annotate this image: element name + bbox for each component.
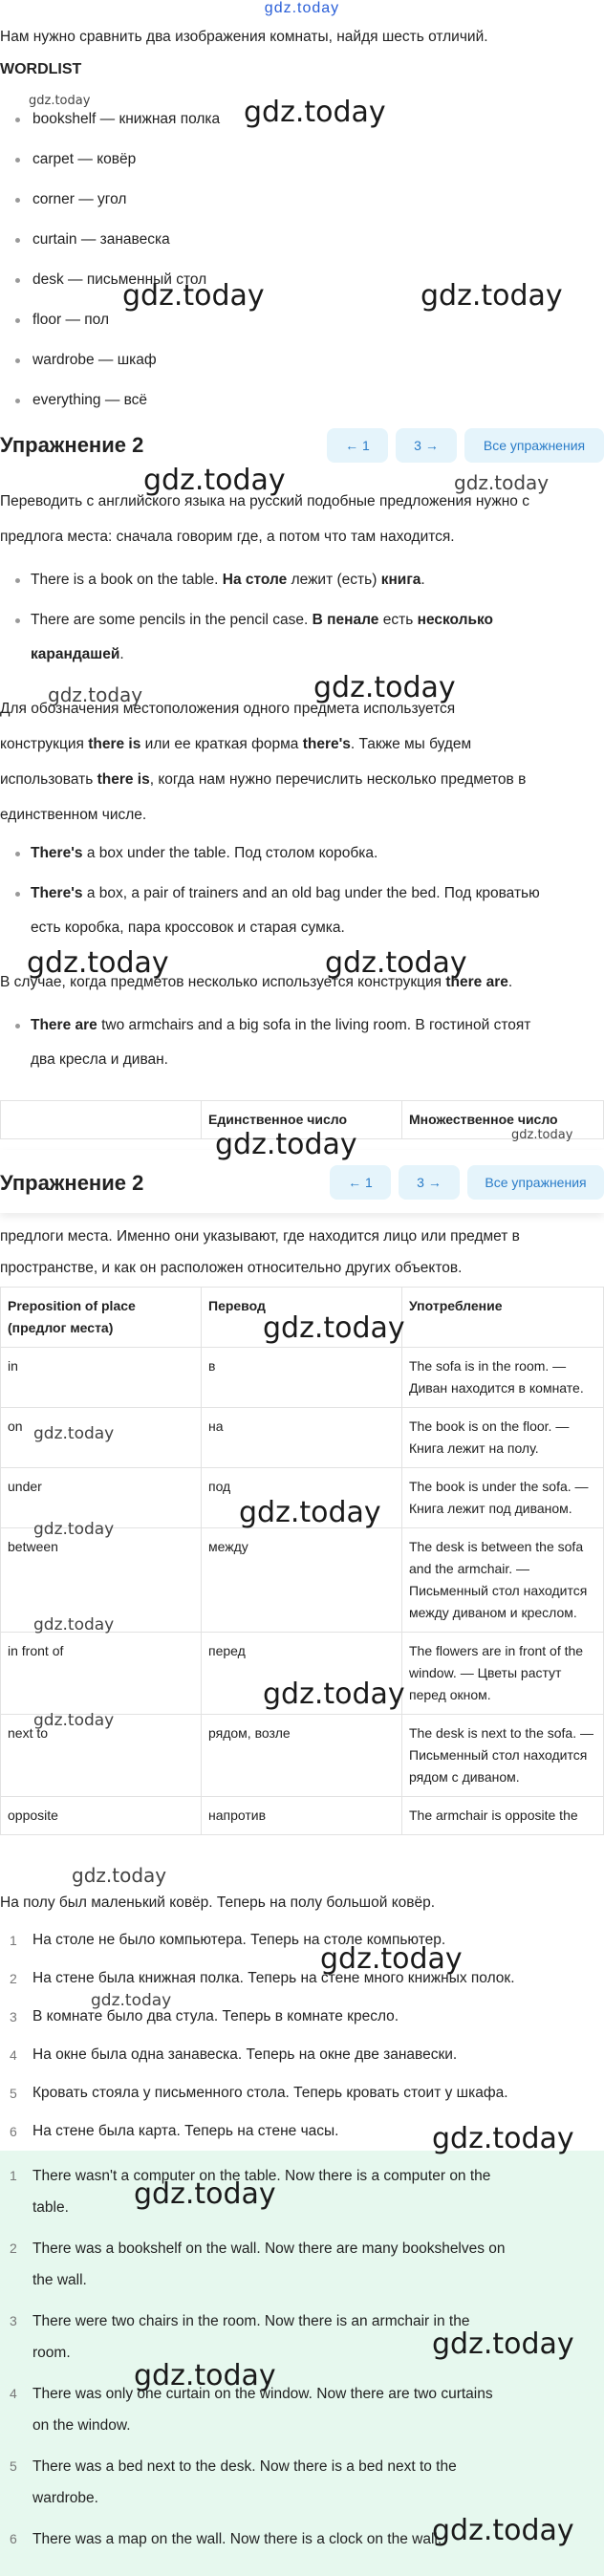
item-text: wardrobe. [32, 2490, 98, 2506]
table-header: Preposition of place (предлог места) [1, 1288, 202, 1348]
item-text: There was a bed next to the desk. Now there is a bed next to the [32, 2458, 457, 2475]
item-text: На стене была карта. Теперь на стене часы. [32, 2123, 339, 2139]
watermark: gdz.today [122, 279, 265, 313]
watermark: gdz.today [33, 1711, 115, 1730]
item-text: There was only one curtain on the window. Now there are two curtains [32, 2386, 493, 2402]
table-cell [1, 1101, 202, 1139]
table-header: Единственное число [202, 1101, 402, 1139]
table-cell: under [1, 1468, 202, 1528]
watermark: gdz.today [320, 1942, 463, 1976]
watermark: gdz.today [454, 471, 550, 494]
watermark: gdz.today [432, 2122, 574, 2155]
example-item: There is a book on the table. На столе лежит (есть) книга. [11, 563, 593, 597]
item-text: room. [32, 2345, 71, 2361]
item-text: На стене была книжная полка. Теперь на стене много книжных полок. [32, 1970, 515, 1986]
item-text: There wasn't a computer on the table. Now there is a computer on the [32, 2168, 491, 2184]
example-list [11, 1008, 593, 1077]
item-number: 2 [10, 2240, 17, 2256]
table-cell: в [202, 1348, 402, 1408]
watermark: gdz.today [244, 96, 386, 129]
item-number: 3 [10, 2009, 17, 2024]
item-number: 1 [10, 2168, 17, 2183]
watermark: gdz.today [263, 1678, 405, 1711]
list-item [0, 2378, 604, 2451]
table-cell: The book is on the floor. — Книга лежит на полу. [402, 1408, 604, 1468]
watermark: gdz.today [33, 1615, 115, 1634]
item-text: На столе не было компьютера. Теперь на столе компьютер. [32, 1932, 446, 1948]
example-item: There's a box, a pair of trainers and an old bag under the bed. Под кроватью есть коробка, пара кроссовок и старая сумка. [11, 877, 593, 945]
list-item [0, 2451, 604, 2523]
watermark: gdz.today [91, 1991, 172, 2010]
prepositions-table [0, 1287, 604, 1835]
item-number: 5 [10, 2086, 17, 2101]
table-cell: на [202, 1408, 402, 1468]
explain-paragraph: Для обозначения местоположения одного предмета используется конструкция there is или ее краткая форма there's. Также мы будем использовать there is, когда нам нужно перечислить несколько предметов в единственном числе. [0, 701, 527, 823]
prev-exercise-button[interactable]: ← 1 [330, 1165, 391, 1200]
table-header: Множественное число [402, 1101, 604, 1139]
watermark: gdz.today [421, 279, 563, 313]
task-intro: На полу был маленький ковёр. Теперь на полу большой ковёр. [0, 1894, 436, 1911]
item-number: 4 [10, 2047, 17, 2063]
all-exercises-button[interactable]: Все упражнения [464, 428, 604, 463]
item-number: 5 [10, 2458, 17, 2474]
item-text: На окне была одна занавеска. Теперь на окне две занавески. [32, 2046, 458, 2063]
item-number: 6 [10, 2531, 17, 2546]
wordlist-item: corner — угол [11, 180, 220, 220]
watermark: gdz.today [325, 946, 467, 980]
list-item [0, 2160, 604, 2233]
table-cell: напротив [202, 1797, 402, 1835]
wordlist-item: desk — письменный стол [11, 260, 220, 300]
prev-exercise-button[interactable]: ← 1 [327, 428, 388, 463]
item-text: There was a map on the wall. Now there is a clock on the wall. [32, 2531, 442, 2547]
next-exercise-button[interactable]: 3 → [396, 428, 457, 463]
list-item [0, 2036, 604, 2074]
list-item [0, 1921, 604, 1959]
explain-paragraph [0, 484, 604, 554]
text-line: предлога места: сначала говорим где, а потом что там находится. [0, 529, 455, 545]
wordlist-item: everything — всё [11, 380, 220, 421]
table-cell: The book is under the sofa. — Книга лежит под диваном. [402, 1468, 604, 1528]
example-item: There are two armchairs and a big sofa in the living room. В гостиной стоят два кресла и диван. [11, 1008, 593, 1077]
watermark: gdz.today [432, 2327, 574, 2361]
wordlist-item: carpet — ковёр [11, 140, 220, 180]
table-cell: The armchair is opposite the [402, 1797, 604, 1835]
list-item [0, 2233, 604, 2305]
watermark: gdz.today [263, 1311, 405, 1345]
exercise-title: Упражнение 2 [0, 433, 144, 457]
text-line: Переводить с английского языка на русский подобные предложения нужно с [0, 493, 529, 509]
watermark: gdz.today [29, 94, 91, 108]
table-cell: между [202, 1528, 402, 1633]
item-number: 4 [10, 2386, 17, 2401]
watermark: gdz.today [134, 2177, 276, 2211]
table-cell: The sofa is in the room. — Диван находится в комнате. [402, 1348, 604, 1408]
watermark: gdz.today [143, 464, 286, 497]
item-text: There were two chairs in the room. Now there is an armchair in the [32, 2313, 470, 2329]
explain-paragraph: предлоги места. Именно они указывают, где находится лицо или предмет в пространстве, и как он расположен относительно других объектов. [0, 1228, 520, 1276]
example-item: There are some pencils in the pencil case. В пенале есть несколько карандашей. [11, 603, 593, 672]
item-number: 1 [10, 1933, 17, 1948]
watermark: gdz.today [239, 1496, 381, 1529]
table-cell: перед [202, 1633, 402, 1715]
wordlist-item: bookshelf — книжная полка [11, 99, 220, 140]
watermark: gdz.today [48, 683, 143, 706]
example-list [11, 836, 593, 945]
wordlist-item: curtain — занавеска [11, 220, 220, 260]
item-number: 6 [10, 2124, 17, 2139]
answer-list [0, 2160, 604, 2562]
next-exercise-button[interactable]: 3 → [399, 1165, 460, 1200]
item-text: There was a bookshelf on the wall. Now there are many bookshelves on [32, 2240, 506, 2257]
site-logo[interactable]: gdz.today [264, 0, 340, 16]
table-cell: in [1, 1348, 202, 1408]
table-cell: in front of [1, 1633, 202, 1715]
table-row [1, 1797, 604, 1835]
watermark: gdz.today [33, 1424, 115, 1443]
table-header: Перевод [202, 1288, 402, 1348]
table-header: Употребление [402, 1288, 604, 1348]
item-number: 3 [10, 2313, 17, 2328]
item-text: Кровать стояла у письменного стола. Теперь кровать стоит у шкафа. [32, 2085, 508, 2101]
table-cell: The desk is between the sofa and the armchair. — Письменный стол находится между диваном и креслом. [402, 1528, 604, 1633]
table-cell: between [1, 1528, 202, 1633]
example-item: There's a box under the table. Под столом коробка. [11, 836, 593, 871]
intro-text: Нам нужно сравнить два изображения комнаты, найдя шесть отличий. [0, 29, 488, 45]
exercise-title: Упражнение 2 [0, 1171, 144, 1195]
wordlist-item: wardrobe — шкаф [11, 340, 220, 380]
watermark: gdz.today [72, 1864, 167, 1887]
watermark: gdz.today [134, 2359, 276, 2392]
item-text: the wall. [32, 2272, 87, 2288]
table-cell: The desk is next to the sofa. — Письменный стол находится рядом с диваном. [402, 1715, 604, 1797]
wordlist-title: WORDLIST [0, 61, 82, 77]
wordlist [11, 99, 220, 421]
table-cell: рядом, возле [202, 1715, 402, 1797]
watermark: gdz.today [313, 671, 456, 704]
table-cell: The flowers are in front of the window. — Цветы растут перед окном. [402, 1633, 604, 1715]
wordlist-item: floor — пол [11, 300, 220, 340]
task-list [0, 1921, 604, 2151]
table-cell: next to [1, 1715, 202, 1797]
all-exercises-button[interactable]: Все упражнения [467, 1165, 604, 1200]
watermark: gdz.today [33, 1520, 115, 1539]
watermark: gdz.today [432, 2514, 574, 2547]
explain-paragraph: В случае, когда предметов несколько используется конструкция there are. [0, 974, 513, 990]
watermark: gdz.today [511, 1128, 573, 1142]
item-number: 2 [10, 1971, 17, 1986]
table-cell: под [202, 1468, 402, 1528]
watermark: gdz.today [215, 1128, 357, 1161]
item-text: В комнате было два стула. Теперь в комнате кресло. [32, 2008, 399, 2024]
item-text: table. [32, 2199, 69, 2216]
table-cell: on [1, 1408, 202, 1468]
item-text: on the window. [32, 2417, 131, 2434]
example-list [11, 563, 593, 672]
table-row [1, 1348, 604, 1408]
table-cell: opposite [1, 1797, 202, 1835]
watermark: gdz.today [27, 946, 169, 980]
list-item [0, 2074, 604, 2112]
answer-panel [0, 2151, 604, 2576]
